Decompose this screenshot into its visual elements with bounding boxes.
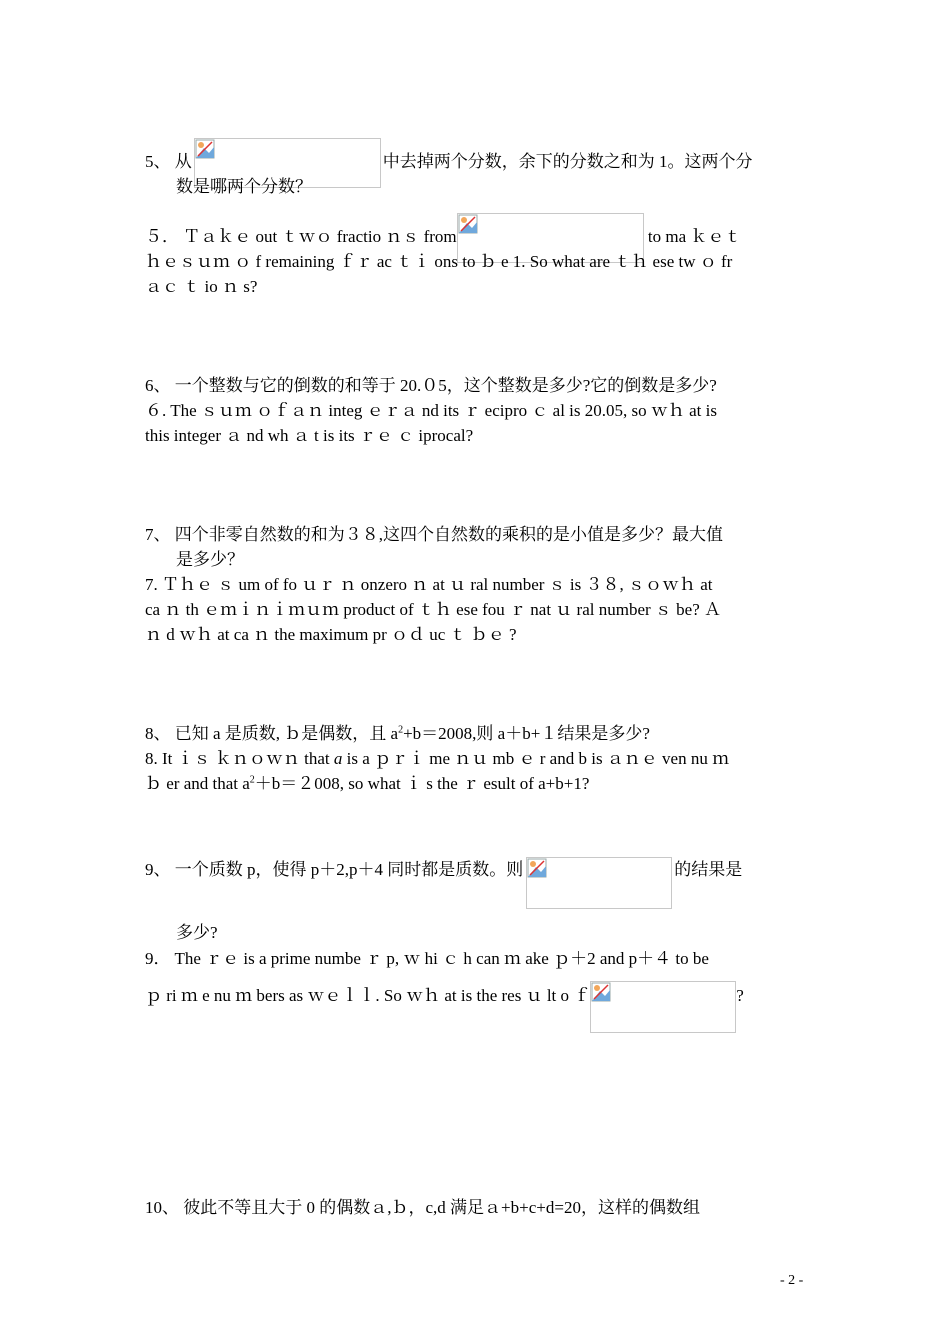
page-number: - 2 - bbox=[780, 1273, 804, 1288]
q8-en-line1 bbox=[145, 748, 805, 770]
q5-cn-line2: 数是哪两个分数？ bbox=[176, 177, 312, 196]
q8-en-a1: 8. It ｉｓ ｋｎｏｗｎ that bbox=[145, 749, 334, 768]
q7-en-line1: 7. Ｔｈｅ ｓ um of fo ｕｒ ｎ onzero ｎ at ｕ ral number ｓ is ３８, ｓｏｗｈ at bbox=[145, 575, 713, 594]
q8-en-b-post: ＋b＝２008, so what ｉ s the ｒ esult of a+b+1? bbox=[254, 774, 590, 793]
broken-image-icon bbox=[195, 139, 215, 159]
q6-en-line2: this integer ａ nd wh ａ t is its ｒｅ ｃ iprocal? bbox=[145, 426, 474, 445]
q9-expression-image-en bbox=[590, 981, 736, 1033]
q9-en-line2 bbox=[145, 985, 805, 1033]
q5-cn-text-a: 5、 从 bbox=[145, 151, 192, 171]
q9-expression-image bbox=[526, 857, 672, 909]
q8-cn-post: +b＝2008,则 a＋b+１结果是多少? bbox=[403, 724, 650, 743]
q5-en-line3: ａｃ ｔ io ｎ s? bbox=[145, 277, 258, 296]
q7-cn-line1: 7、 四个非零自然数的和为３８,这四个自然数的乘积的是小值是多少？最大值 bbox=[145, 525, 723, 544]
q8-en-b-pre: ｂ er and that a bbox=[145, 774, 250, 793]
q9-cn-line2: 多少? bbox=[176, 923, 218, 942]
q9-en-text-c: ? bbox=[736, 986, 744, 1005]
broken-image-icon bbox=[591, 982, 611, 1002]
q8-en-line2 bbox=[145, 773, 805, 795]
q5-cn-text-b: 中去掉两个分数，余下的分数之和为 1。这两个分 bbox=[382, 151, 753, 171]
q9-en-text-b: ｐ ri ｍ e nu ｍ bers as ｗｅｌｌ. So ｗｈ at is the res ｕ lt o ｆ bbox=[145, 986, 591, 1005]
q6-en-line1: ６. The ｓｕｍ ｏｆａｎ integ ｅｒａ nd its ｒ ecipro ｃ al is 20.05, so ｗｈ at is bbox=[145, 401, 717, 420]
q8-cn-superscript: 2 bbox=[398, 724, 404, 736]
q10-cn-line: 10、 彼此不等且大于 0 的偶数ａ,ｂ，c,d 满足ａ+b+c+d=20，这样的偶数组 bbox=[145, 1198, 700, 1217]
q7-en-line2: ca ｎ th ｅｍｉｎｉｍｕｍ product of ｔｈ ese fou ｒ nat ｕ ral number ｓ be? Ａ bbox=[145, 600, 721, 619]
q5-en-text-a: ５． Ｔａｋｅ out ｔｗｏ fractio ｎｓ from bbox=[145, 226, 457, 246]
q7-cn-line2: 是多少？ bbox=[176, 550, 244, 569]
broken-image-icon bbox=[527, 858, 547, 878]
q8-cn-line bbox=[145, 723, 805, 745]
q5-en-line2: ｈｅｓｕｍ ｏ f remaining ｆｒ ac ｔｉ ons to ｂ e 1. So what are ｔｈ ese tw ｏ fr bbox=[145, 252, 733, 271]
q9-cn-line1 bbox=[145, 859, 805, 909]
q6-cn-line: 6、 一个整数与它的倒数的和等于 20.０5，这个整数是多少?它的倒数是多少? bbox=[145, 376, 717, 395]
q9-cn-text-b: 的结果是 bbox=[674, 860, 743, 879]
q8-en-italic-a: a bbox=[333, 749, 343, 768]
q9-cn-text-a: 9、 一个质数 p，使得 p＋2,p＋4 同时都是质数。则 bbox=[145, 860, 524, 879]
q9-en-line1: 9． The ｒｅ is a prime numbe ｒ p, ｗ hi ｃ h can ｍ ake ｐ＋2 and p＋４ to be bbox=[145, 949, 709, 968]
q7-en-line3: ｎ d ｗｈ at ca ｎ the maximum pr ｏｄ uc ｔ ｂｅ ? bbox=[145, 625, 517, 644]
q5-en-text-b: to ma ｋｅｔ bbox=[643, 226, 742, 246]
q8-cn-pre: 8、 已知 a 是质数, ｂ是偶数，且 a bbox=[145, 724, 399, 743]
broken-image-icon bbox=[458, 214, 478, 234]
q8-en-a2: is a ｐｒｉ me ｎｕ mb ｅ r and b is ａｎｅ ven nu ｍ bbox=[342, 749, 730, 768]
q8-en-superscript: 2 bbox=[249, 774, 255, 786]
